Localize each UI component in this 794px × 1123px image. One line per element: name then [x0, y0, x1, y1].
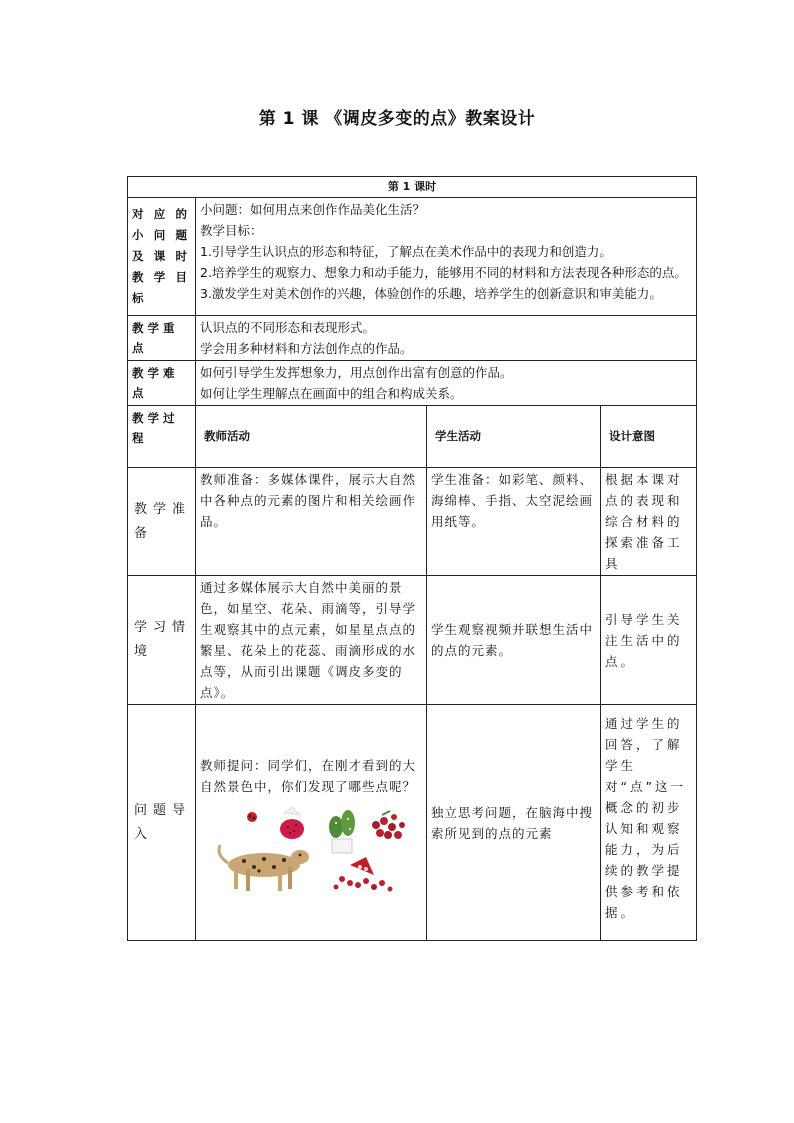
goals-row [128, 198, 697, 316]
stage-label: 学习情境 [128, 576, 196, 705]
process-row-situation [128, 576, 697, 705]
difficulty-1: 如何引导学生发挥想象力，用点创作出富有创意的作品。 [200, 365, 513, 380]
lesson-plan-table [127, 176, 697, 941]
period-header: 第 1 课时 [128, 177, 697, 198]
period-row [128, 177, 697, 198]
goal-item-1: 1.引导学生认识点的形态和特征，了解点在美术作品中的表现力和创造力。 [200, 244, 612, 259]
leopard-image [219, 845, 309, 891]
student-activity-cell: 学生准备：如彩笔、颜料、海绵棒、手指、太空泥绘画用纸等。 [427, 468, 601, 576]
design-intent-cell: 通过学生的回答，了解学生对“点”这一概念的初步认知和观察能力，为后续的教学提供参考和依据。 [601, 705, 697, 941]
goal-item-2: 2.培养学生的观察力、想象力和动手能力，能够用不同的材料和方法表现各种形态的点。 [200, 265, 687, 280]
student-activity-cell: 学生观察视频并联想生活中的点的元素。 [427, 576, 601, 705]
stage-label: 教学准备 [128, 468, 196, 576]
cactus-image [329, 810, 355, 853]
teacher-activity-cell: 通过多媒体展示大自然中美丽的景色，如星空、花朵、雨滴等，引导学生观察其中的点元素，如星星点点的繁星、花朵上的花蕊、雨滴形成的水点等，从而引出课题《调皮多变的点》。 [196, 576, 427, 705]
difficulties-label: 教学难点 [128, 361, 196, 406]
key-points-content [196, 316, 697, 361]
process-label: 教学过程 [128, 406, 196, 468]
key-points-row [128, 316, 697, 361]
berries-image [372, 811, 405, 839]
key-point-1: 认识点的不同形态和表现形式。 [200, 320, 376, 335]
goal-item-3: 3.激发学生对美术创作的兴趣，体验创作的乐趣，培养学生的创新意识和审美能力。 [200, 286, 662, 301]
teacher-activity-cell: 教师提问：同学们，在刚才看到的大自然景色中，你们发现了哪些点呢？ [200, 757, 417, 794]
goals-heading: 教学目标： [200, 223, 263, 238]
design-intent-cell: 引导学生关注生活中的点。 [601, 576, 697, 705]
nature-dots-illustration [214, 805, 410, 899]
page-title: 第 1 课 《调皮多变的点》教案设计 [258, 109, 536, 129]
pomegranate-image [334, 857, 393, 892]
teacher-activity-cell-wrap [196, 705, 427, 941]
difficulty-2: 如何让学生理解点在画面中的组合和构成关系。 [200, 386, 463, 401]
process-header-row [128, 406, 697, 468]
student-activity-cell: 独立思考问题，在脑海中搜索所见到的点的元素 [427, 705, 601, 941]
student-activity-header: 学生活动 [427, 406, 601, 468]
key-points-label: 教学重点 [128, 316, 196, 361]
ladybug-image [247, 812, 257, 822]
process-row-question [128, 705, 697, 941]
process-row-preparation [128, 468, 697, 576]
key-point-2: 学会用多种材料和方法创作点的作品。 [200, 341, 413, 356]
dragon-fruit-image [280, 807, 304, 839]
design-intent-cell: 根据本课对点的表现和综合材料的探索准备工具 [601, 468, 697, 576]
goals-label: 对应的小问题及课时教学目标 [128, 198, 196, 316]
goals-question: 小问题：如何用点来创作作品美化生活？ [200, 202, 426, 217]
design-intent-header: 设计意图 [601, 406, 697, 468]
stage-label: 问题导入 [128, 705, 196, 941]
difficulties-content [196, 361, 697, 406]
teacher-activity-cell: 教师准备：多媒体课件，展示大自然中各种点的元素的图片和相关绘画作品。 [196, 468, 427, 576]
goals-content [196, 198, 697, 316]
difficulties-row [128, 361, 697, 406]
teacher-activity-header: 教师活动 [196, 406, 427, 468]
